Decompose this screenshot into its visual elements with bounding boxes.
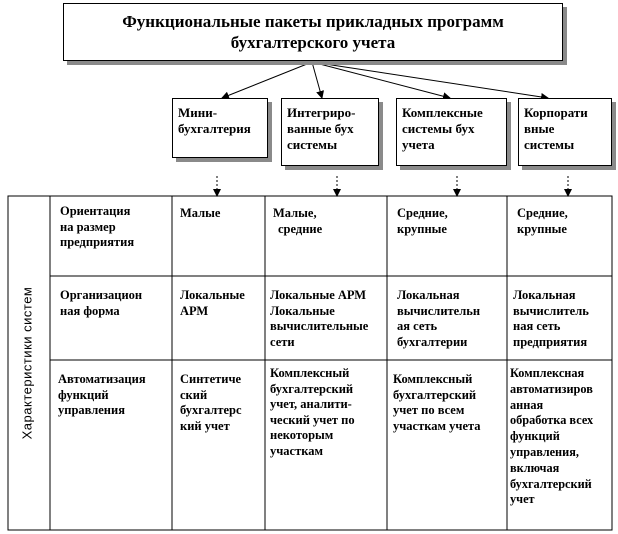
- row-2-cell-mini: [180, 288, 245, 319]
- row-2-cell-corporate: [513, 288, 589, 350]
- cell-line: участкам учета: [393, 418, 481, 433]
- row-3-header: [58, 372, 146, 419]
- cell-line: сети: [270, 334, 295, 349]
- cell-line: кий учет: [180, 418, 230, 433]
- row-1-cell-integrated: [273, 206, 322, 237]
- row-3-cell-corporate: [510, 366, 593, 508]
- row-1-header-line: предприятия: [60, 235, 135, 249]
- cell-line: бухгалтерс: [180, 403, 242, 417]
- row-2-header-line: ная форма: [60, 303, 120, 318]
- package-mini-line-2: бухгалтерия: [178, 121, 251, 136]
- package-complex-line-1: Комплексные: [402, 105, 483, 120]
- row-2-header-line: Организацион: [60, 288, 143, 302]
- cell-line: бухгалтерский: [393, 387, 477, 402]
- package-complex-line-2: системы бух: [402, 121, 475, 136]
- package-corporate-line-1: Корпорати: [524, 105, 588, 120]
- cell-line: Локальная: [513, 288, 576, 302]
- cell-line: вычислительн: [397, 303, 481, 318]
- row-3-cell-mini: [180, 372, 242, 434]
- cell-line: бухгалтерский: [510, 476, 592, 491]
- row-2-cell-complex: [397, 288, 480, 350]
- cell-line: АРМ: [180, 303, 209, 318]
- cell-line: ский: [180, 387, 208, 402]
- cell-line: крупные: [397, 221, 447, 236]
- cell-line: Комплексный: [393, 372, 473, 386]
- cell-line: участкам: [270, 443, 324, 458]
- package-mini-line-1: Мини-: [178, 105, 218, 120]
- row-1-header-line: Ориентация: [60, 204, 131, 218]
- package-complex-line-3: учета: [402, 137, 435, 152]
- package-corporate: [518, 98, 612, 166]
- row-3-header-line: Автоматизация: [58, 372, 146, 386]
- row-1-cell-complex: [397, 206, 448, 237]
- cell-line: Комплексная: [510, 366, 585, 380]
- cell-line: бухгалтерии: [397, 334, 468, 349]
- cell-line: вычислительные: [270, 319, 369, 333]
- cell-line: средние: [278, 221, 323, 236]
- cell-line: ческий учет по: [270, 412, 355, 427]
- row-3-cell-integrated: [270, 366, 355, 459]
- cell-line: ая сеть: [397, 319, 438, 333]
- cell-line: Комплексный: [270, 366, 350, 380]
- row-1-header: [60, 204, 134, 251]
- cell-line: Локальные: [270, 303, 335, 318]
- package-integrated-line-3: системы: [287, 137, 338, 152]
- cell-line: автоматизиров: [510, 381, 593, 396]
- cell-line: обработка всех: [510, 413, 594, 428]
- cell-line: крупные: [517, 221, 567, 236]
- cell-line: Локальная: [397, 288, 460, 302]
- package-corporate-line-3: системы: [524, 137, 575, 152]
- row-2-header: [60, 288, 142, 319]
- characteristics-label-text: Характеристики систем: [19, 286, 35, 440]
- row-3-cell-complex: [393, 372, 481, 434]
- cell-line: Локальные: [180, 288, 245, 302]
- title-box: [63, 3, 563, 61]
- cell-line: Средние,: [397, 206, 448, 220]
- cell-line: функций: [510, 429, 560, 444]
- package-mini: [172, 98, 268, 158]
- cell-line: Малые: [180, 206, 221, 220]
- cell-line: Средние,: [517, 206, 568, 220]
- row-1-cell-corporate: [517, 206, 568, 237]
- cell-line: включая: [510, 460, 560, 475]
- cell-line: управления,: [510, 444, 579, 459]
- row-3-header-line: функций: [58, 387, 109, 402]
- cell-line: учет: [510, 492, 535, 507]
- cell-line: предприятия: [513, 334, 588, 349]
- row-2-cell-integrated: [270, 288, 368, 350]
- cell-line: вычислитель: [513, 303, 589, 318]
- cell-line: ная сеть: [513, 319, 561, 333]
- row-3-header-line: управления: [58, 403, 125, 417]
- title-line-1: Функциональные пакеты прикладных программ: [122, 12, 504, 31]
- cell-line: Синтетиче: [180, 372, 242, 386]
- package-integrated: [281, 98, 379, 166]
- characteristics-label: [8, 200, 46, 526]
- cell-line: учет по всем: [393, 403, 465, 417]
- cell-line: анная: [510, 397, 544, 412]
- cell-line: Локальные АРМ: [270, 288, 367, 302]
- package-corporate-line-2: вные: [524, 121, 555, 136]
- package-integrated-line-1: Интегриро-: [287, 105, 356, 120]
- arrow-to-integrated: [312, 62, 322, 98]
- cell-line: бухгалтерский: [270, 381, 354, 396]
- row-1-header-line: на размер: [60, 219, 116, 234]
- arrow-to-mini: [222, 62, 312, 98]
- package-complex: [396, 98, 507, 166]
- package-integrated-line-2: ванные бух: [287, 121, 354, 136]
- cell-line: Малые,: [273, 206, 317, 220]
- row-1-cell-mini: [180, 206, 220, 222]
- cell-line: учет, аналити-: [270, 397, 352, 411]
- title-line-2: бухгалтерского учета: [230, 33, 396, 52]
- cell-line: некоторым: [270, 428, 334, 442]
